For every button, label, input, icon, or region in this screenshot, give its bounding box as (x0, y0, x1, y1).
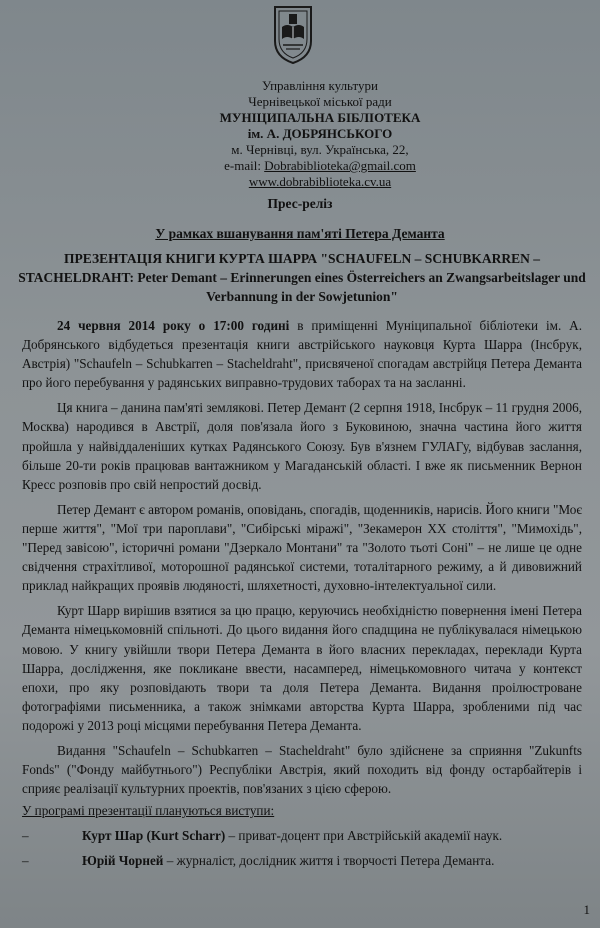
email-label: e-mail: (224, 158, 265, 173)
list-dash: – (22, 828, 29, 844)
page-number: 1 (583, 902, 590, 917)
event-date-time: 24 червня 2014 року о 17:00 годині (57, 318, 290, 333)
press-release-label: Прес-реліз (267, 196, 333, 211)
event-title: ПРЕЗЕНТАЦІЯ КНИГИ КУРТА ШАРРА "SCHAUFELN – SCHUBKARREN – STACHELDRAHT: Peter Demant – Erinnerungen eines Österreichers an Zwangsarbeitslager und Verbannung in der Sowjetunion" (18, 251, 586, 304)
library-header (140, 78, 500, 190)
library-namesake: ім. А. ДОБРЯНСЬКОГО (247, 126, 393, 141)
paragraph-1: 24 червня 2014 року о 17:00 годині в приміщенні Муніципальної бібліотеки ім. А. Добрянського відбудеться презентація книги австрійського науковця Курта Шарра (Інсбрук, Австрія) "Schaufeln – Schubkarren – Stacheldraht", присвяченої спогадам австрійця Петера Деманта про його перебування у радянських виправно-трудових таборах та на засланні. (22, 318, 582, 391)
speaker-description: – журналіст, дослідник життя і творчості Петера Деманта. (163, 853, 495, 869)
email-link[interactable]: Dobrabiblioteka@gmail.com (264, 158, 416, 173)
speaker-name: Курт Шар (Kurt Scharr) (82, 828, 226, 844)
speaker-item (22, 826, 582, 845)
website-link[interactable]: www.dobrabiblioteka.cv.ua (248, 174, 392, 189)
header-line-1: Управління культури (262, 78, 378, 93)
library-name: МУНІЦИПАЛЬНА БІБЛІОТЕКА (219, 110, 421, 125)
event-subtitle: У рамках вшанування пам'яті Петера Деманта (155, 226, 445, 241)
header-line-2: Чернівецької міської ради (248, 94, 392, 109)
paragraph-4: Курт Шарр вирішив взятися за цю працю, керуючись необхідністю повернення імені Петера Деманта німецькомовній спільноті. До цього видання його спадщина не публікувалася німецькою мовою. У книгу увійшли твори Петера Деманта в його власних перекладах, переклади Курта Шарра, дослідження, яке покликане ввести, насамперед, німецькомовного читача у контекст епохи, про яку розповідають твори та доля Петера Деманта. Видання проілюстроване фотографіями письменника, а також знімками авторства Курта Шарра, зробленими під час подорожі у 2013 році місцями перебування Петера Деманта. (22, 603, 582, 733)
speaker-name: Юрій Чорней (82, 853, 164, 869)
library-emblem-icon (269, 3, 317, 65)
release-body (22, 316, 582, 871)
speaker-description: – приват-доцент при Австрійській академії наук. (225, 828, 503, 844)
library-address: м. Чернівці, вул. Українська, 22, (231, 142, 409, 157)
paragraph-3: Петер Демант є автором романів, оповідань, спогадів, щоденників, нарисів. Його книги "Моє перше життя", "Мої три пароплави", "Сибірські міражі", "Зекамерон XX століття", "Мимохідь", "Перед завісою", історичні романи "Дзеркало Монтани" та "Золото тьоті Соні" – не лише це одне свідчення страхітливої, моторошної радянської системи, тоталітарного режиму, а й дивовижний приклад найкращих проявів людяності, шляхетності, духовно-інтелектуальної сили. (22, 501, 582, 594)
library-email-line (140, 158, 500, 174)
paragraph-5: Видання "Schaufeln – Schubkarren – Stacheldraht" було здійснене за сприяння "Zukunfts Fonds" ("Фонду майбутнього") Республіки Австрія, який походить від фонду остарбайтерів і сприяє реалізації культурних проектів, пов'язаних з цією сферою. (22, 742, 582, 797)
speaker-item (22, 851, 582, 870)
paragraph-2: Ця книга – данина пам'яті землякові. Петер Демант (2 серпня 1918, Інсбрук – 11 грудня 2006, Москва) народився в Австрії, доля пов'язала його з Буковиною, значна частина його життя пройшла у найвіддаленіших кутках Радянського Союзу. Був в'язнем ГУЛАГу, відбував заслання, більше 20-ти років працював вантажником у Магаданській області. І вже як письменник Вернон Кресс розповів про свій непростий досвід. (22, 400, 582, 492)
list-dash: – (22, 853, 29, 869)
program-heading: У програмі презентації плануються виступи: (22, 803, 275, 819)
